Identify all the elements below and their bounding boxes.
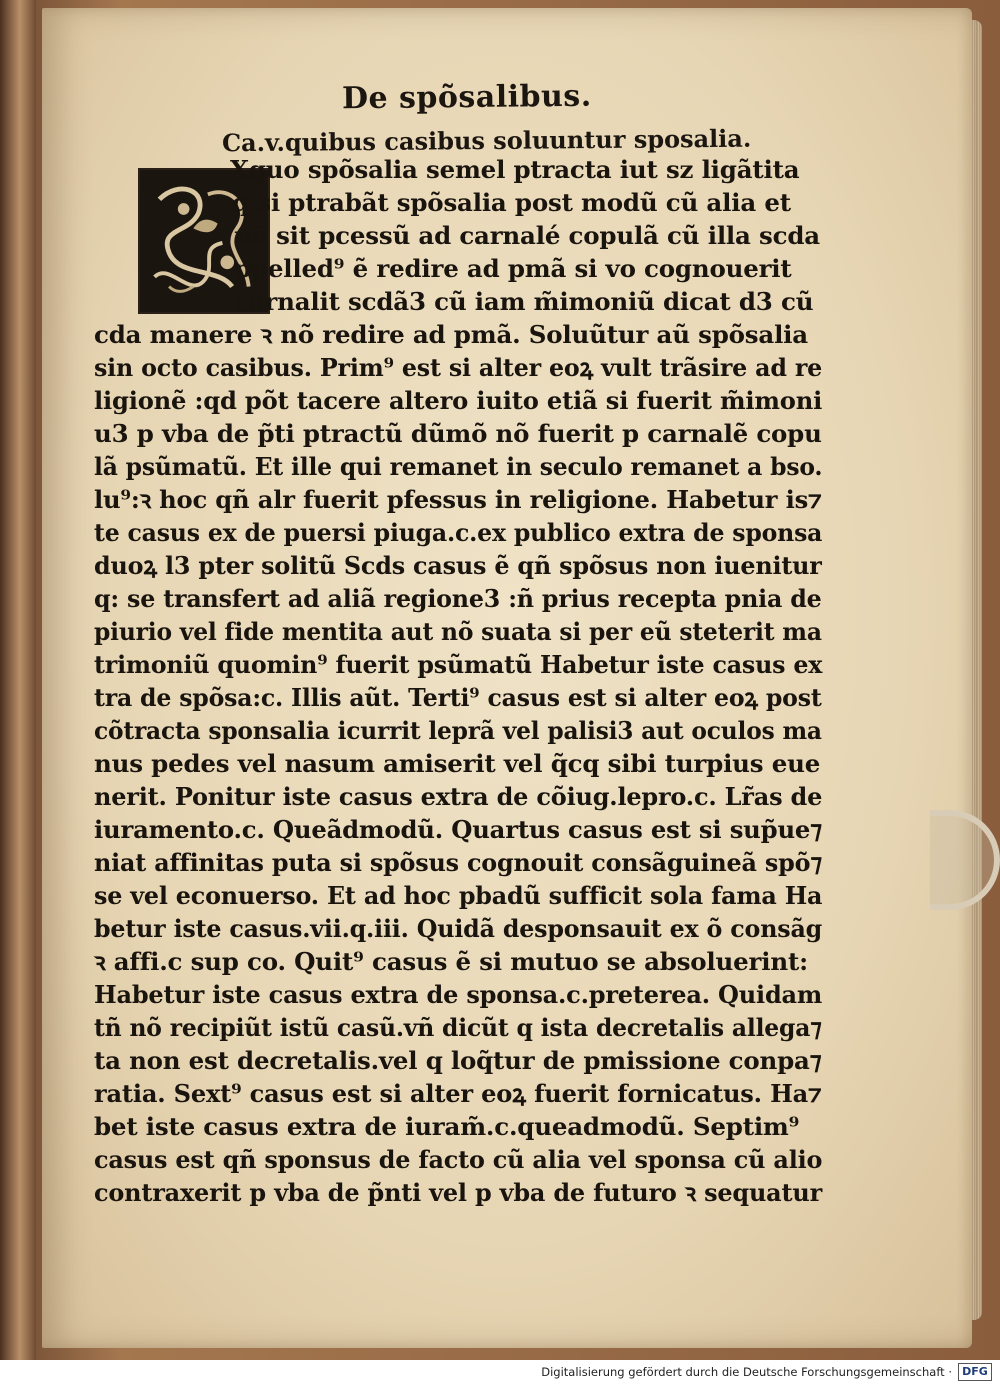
text-line: te casus ex de puersi piuga.c.ex publico extra de sponsa bbox=[94, 518, 823, 547]
footer-bar bbox=[0, 1360, 1000, 1385]
text-line: ꝛ affi.c sup co. Quit⁹ casus ẽ si mutuo se absoluerint: bbox=[94, 947, 808, 976]
funding-notice: Digitalisierung gefördert durch die Deutsche Forschungsgemeinschaft · bbox=[541, 1365, 952, 1379]
text-line: ratia. Sext⁹ casus est si alter eoꝝ fuerit fornicatus. Ha⁊ bbox=[94, 1079, 822, 1108]
text-line: betur iste casus.vii.q.iii. Quidã desponsauit ex õ consãg bbox=[94, 914, 823, 943]
text-line: iuramento.c. Queãdmodũ. Quartus casus est si sup̃ue⁊ bbox=[94, 815, 823, 844]
text-line: u3 p vba de p̃ti ptractũ dũmõ nõ fuerit p carnalẽ copu bbox=[94, 419, 822, 448]
text-line: cda manere ꝛ nõ redire ad pmã. Soluũtur aũ spõsalia bbox=[94, 320, 808, 349]
text-line: se vel econuerso. Et ad hoc pbadũ sufficit sola fama Ha bbox=[94, 881, 823, 910]
text-line: bet iste casus extra de iuram̃.c.queadmodũ. Septim⁹ bbox=[94, 1112, 800, 1141]
page-heading: De spõsalibus. bbox=[341, 78, 592, 117]
text-line: q si ptrabãt spõsalia post modũ cũ alia et bbox=[232, 188, 791, 217]
text-line: tra de spõsa:c. Illis aũt. Terti⁹ casus est si alter eoꝝ post bbox=[94, 683, 822, 712]
dfg-logo: DFG bbox=[958, 1363, 992, 1381]
text-line: contraxerit p vba de p̃nti vel p vba de futuro ꝛ sequatur bbox=[94, 1178, 822, 1207]
chapter-title: Ca.v.quibus casibus soluuntur sposalia. bbox=[221, 123, 752, 158]
text-line: trimoniũ quomin⁹ fuerit psũmatũ Habetur iste casus ex bbox=[94, 650, 823, 679]
text-line: nerit. Ponitur iste casus extra de cõiug.lepro.c. Lr̃as de bbox=[94, 782, 823, 811]
text-line: cõtracta sponsalia icurrit leprã vel palisi3 aut oculos ma bbox=[94, 716, 822, 745]
text-line: Xquo spõsalia semel ptracta iut sz ligãtita bbox=[230, 155, 800, 184]
text-line: Habetur iste casus extra de sponsa.c.preterea. Quidam bbox=[94, 980, 823, 1009]
text-line: ta non est decretalis.vel q loq̃tur de pmissione conpa⁊ bbox=[94, 1046, 822, 1075]
text-line: lã psũmatũ. Et ille qui remanet in seculo remanet a bso. bbox=[94, 452, 823, 481]
text-line: q: se transfert ad aliã regione3 :ñ prius recepta pnia de bbox=[94, 584, 822, 613]
text-line: ligionẽ :qd põt tacere altero iuito etiã si fuerit m̃imoni bbox=[94, 386, 823, 415]
text-line: carnalit scdã3 cũ iam m̃imoniũ dicat d3 cũ bbox=[234, 287, 814, 316]
left-page-edge bbox=[0, 0, 36, 1360]
text-line: lu⁹:ꝛ hoc qñ alr fuerit pfessus in religione. Habetur is⁊ bbox=[94, 485, 822, 514]
text-line: nus pedes vel nasum amiserit vel q̃cq sibi turpius eue bbox=[94, 749, 821, 778]
text-line: piurio vel fide mentita aut nõ suata si per eũ steterit ma bbox=[94, 617, 822, 646]
text-line: duoꝝ l3 pter solitũ Scds casus ẽ qñ spõsus non iuenitur bbox=[94, 551, 822, 580]
book-page bbox=[42, 8, 972, 1348]
text-line: niat affinitas puta si spõsus cognouit consãguineã spõ⁊ bbox=[94, 848, 822, 877]
text-line: ppelled⁹ ẽ redire ad pmã si vo cognouerit bbox=[234, 254, 792, 283]
text-line: nõ sit pcessũ ad carnalé copulã cũ illa scda bbox=[234, 221, 820, 250]
text-line: sin octo casibus. Prim⁹ est si alter eoꝝ vult trãsire ad re bbox=[94, 353, 823, 382]
text-line: casus est qñ sponsus de facto cũ alia vel sponsa cũ alio bbox=[94, 1145, 823, 1174]
text-line: tñ nõ recipiũt istũ casũ.vñ dicũt q ista decretalis allega⁊ bbox=[94, 1013, 822, 1042]
